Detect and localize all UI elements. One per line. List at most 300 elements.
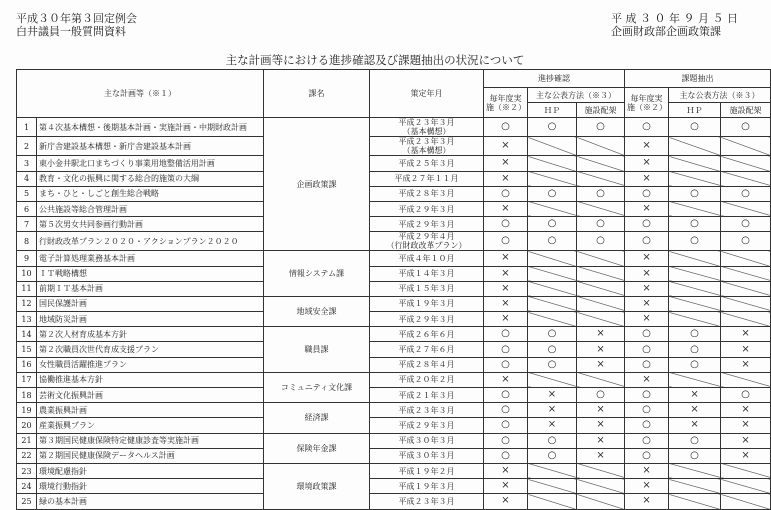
- issues-facility-cell: [721, 201, 771, 216]
- table-row: [17, 137, 771, 156]
- year-header: 策定年月: [370, 70, 484, 118]
- progress-annual-cell: ×: [484, 251, 528, 266]
- issues-hp-cell: ○: [669, 186, 721, 201]
- adoption-date-main: 平成２９年３月: [398, 420, 455, 430]
- plan-name: 協働推進基本方針: [37, 372, 264, 387]
- progress-facility-cell: [577, 201, 625, 216]
- issues-annual-cell: ○: [625, 418, 669, 433]
- row-number: 22: [17, 448, 37, 463]
- adoption-date-main: 平成１９年３月: [398, 299, 455, 309]
- table-row: [17, 418, 771, 433]
- progress-facility-cell: ×: [577, 342, 625, 357]
- issues-facility-cell: ×: [721, 433, 771, 448]
- issues-facility-cell: ○: [721, 232, 771, 251]
- progress-annual-cell: ○: [484, 388, 528, 403]
- table-row: [17, 156, 771, 171]
- issues-hp-cell: ×: [669, 388, 721, 403]
- issues-facility-cell: [721, 463, 771, 478]
- table-row: [17, 118, 771, 137]
- progress-facility-cell: [577, 372, 625, 387]
- adoption-date-main: 平成１５年３月: [398, 284, 455, 294]
- progress-annual-cell: ×: [484, 296, 528, 311]
- issues-facility-cell: ×: [721, 342, 771, 357]
- row-number: 23: [17, 463, 37, 478]
- issues-facility-cell: [721, 171, 771, 186]
- adoption-date: [370, 171, 484, 186]
- progress-annual-cell: ×: [484, 312, 528, 327]
- issues-hp-cell: ○: [669, 217, 721, 232]
- plan-name: 前期ＩＴ基本計画: [37, 281, 264, 296]
- progress-facility-cell: ○: [577, 232, 625, 251]
- adoption-date-main: 平成３０年３月: [398, 451, 455, 461]
- adoption-date: [370, 201, 484, 216]
- issues-hp-cell: ×: [669, 403, 721, 418]
- issues-hp-cell: ○: [669, 342, 721, 357]
- adoption-date-note: （基本構想）: [402, 127, 451, 137]
- progress-hp-cell: [528, 296, 577, 311]
- issues-hp-cell: [669, 201, 721, 216]
- progress-hp-cell: [528, 281, 577, 296]
- table-row: [17, 171, 771, 186]
- issues-hp-cell: [669, 372, 721, 387]
- progress-facility-cell: ×: [577, 357, 625, 372]
- issues-annual-cell: ×: [625, 296, 669, 311]
- issues-facility-cell: ○: [721, 186, 771, 201]
- table-row: [17, 357, 771, 372]
- plan-name: 環境行動指針: [37, 479, 264, 494]
- progress-facility-cell: [577, 281, 625, 296]
- plan-name: 女性職員活躍推進プラン: [37, 357, 264, 372]
- adoption-date-main: 平成１９年３月: [398, 481, 455, 491]
- material-label: 白井議員一般質問資料: [16, 25, 126, 38]
- plan-name: 農業振興計画: [37, 403, 264, 418]
- row-number: 4: [17, 171, 37, 186]
- progress-hp-cell: [528, 201, 577, 216]
- adoption-date: [370, 357, 484, 372]
- issues-hp-cell: [669, 137, 721, 156]
- row-number: 15: [17, 342, 37, 357]
- progress-hp-cell: [528, 266, 577, 281]
- progress-facility-cell: [577, 463, 625, 478]
- progress-header: 進捗確認: [484, 70, 625, 88]
- adoption-date: [370, 266, 484, 281]
- progress-annual-cell: ×: [484, 494, 528, 509]
- plan-name: 産業振興プラン: [37, 418, 264, 433]
- progress-facility-cell: [577, 296, 625, 311]
- row-number: 11: [17, 281, 37, 296]
- table-row: [17, 266, 771, 281]
- progress-annual-cell: ×: [484, 201, 528, 216]
- department-cell: 地域安全課: [264, 296, 370, 326]
- progress-annual-cell: ○: [484, 118, 528, 137]
- adoption-date-main: 平成２３年３月: [398, 405, 455, 415]
- adoption-date: [370, 217, 484, 232]
- progress-method-header: 主な公表方法（※３）: [528, 88, 625, 103]
- issues-hp-cell: [669, 296, 721, 311]
- issues-hp-cell: [669, 251, 721, 266]
- department-cell: 環境政策課: [264, 463, 370, 509]
- adoption-date-main: 平成２３年３月: [398, 496, 455, 506]
- plan-name: 第２期国民健康保険データヘルス計画: [37, 448, 264, 463]
- issues-hp-cell: [669, 171, 721, 186]
- progress-facility-cell: [577, 312, 625, 327]
- progress-hp-cell: [528, 494, 577, 509]
- issues-facility-cell: [721, 137, 771, 156]
- progress-hp-cell: ○: [528, 433, 577, 448]
- issues-annual-cell: ×: [625, 156, 669, 171]
- row-number: 12: [17, 296, 37, 311]
- issues-facility-cell: ×: [721, 357, 771, 372]
- issues-hp-cell: ○: [669, 357, 721, 372]
- issues-annual-cell: ×: [625, 312, 669, 327]
- issues-annual-cell: ×: [625, 251, 669, 266]
- progress-annual-cell: ×: [484, 171, 528, 186]
- row-number: 21: [17, 433, 37, 448]
- table-row: [17, 494, 771, 509]
- issues-annual-cell: ×: [625, 137, 669, 156]
- plan-name: 電子計算処理業務基本計画: [37, 251, 264, 266]
- issues-hp-header: ＨＰ: [669, 103, 721, 118]
- row-number: 3: [17, 156, 37, 171]
- plan-name: 地域防災計画: [37, 312, 264, 327]
- table-row: [17, 403, 771, 418]
- row-number: 17: [17, 372, 37, 387]
- issues-facility-cell: ○: [721, 217, 771, 232]
- adoption-date: [370, 327, 484, 342]
- issues-hp-cell: ○: [669, 118, 721, 137]
- row-number: 24: [17, 479, 37, 494]
- progress-facility-cell: [577, 137, 625, 156]
- issues-facility-cell: ○: [721, 118, 771, 137]
- progress-hp-cell: ○: [528, 232, 577, 251]
- adoption-date: [370, 433, 484, 448]
- plan-name: 第５次男女共同参画行動計画: [37, 217, 264, 232]
- table-row: [17, 281, 771, 296]
- progress-facility-cell: ○: [577, 118, 625, 137]
- date-label: 平 成 ３ ０ 年 ９ 月 ５ 日: [611, 12, 738, 25]
- adoption-date-main: 平成１４年３月: [398, 269, 455, 279]
- progress-facility-cell: [577, 479, 625, 494]
- progress-hp-cell: ○: [528, 118, 577, 137]
- issues-annual-cell: ×: [625, 171, 669, 186]
- progress-hp-cell: ○: [528, 327, 577, 342]
- issues-facility-cell: [721, 494, 771, 509]
- row-number: 1: [17, 118, 37, 137]
- progress-annual-cell: ○: [484, 433, 528, 448]
- progress-facility-cell: ×: [577, 418, 625, 433]
- issues-facility-cell: [721, 312, 771, 327]
- adoption-date-main: 平成４年１０月: [398, 253, 455, 263]
- issues-annual-cell: ×: [625, 494, 669, 509]
- progress-facility-cell: [577, 171, 625, 186]
- issues-annual-cell: ○: [625, 217, 669, 232]
- plan-name: 第２次人材育成基本方針: [37, 327, 264, 342]
- progress-hp-cell: [528, 171, 577, 186]
- plan-name: 第２次職員次世代育成支援プラン: [37, 342, 264, 357]
- progress-annual-cell: ×: [484, 156, 528, 171]
- issues-facility-cell: [721, 479, 771, 494]
- table-row: [17, 312, 771, 327]
- row-number: 20: [17, 418, 37, 433]
- issues-hp-cell: [669, 156, 721, 171]
- adoption-date: [370, 251, 484, 266]
- issues-hp-cell: [669, 281, 721, 296]
- header-right: [611, 12, 738, 38]
- table-row: [17, 479, 771, 494]
- issues-facility-header: 施設配架: [721, 103, 771, 118]
- progress-annual-cell: ×: [484, 463, 528, 478]
- adoption-date: [370, 418, 484, 433]
- plan-name: 公共施設等総合管理計画: [37, 201, 264, 216]
- progress-annual-cell: ○: [484, 418, 528, 433]
- plan-name: ＩＴ戦略構想: [37, 266, 264, 281]
- progress-annual-cell: ○: [484, 186, 528, 201]
- table-row: [17, 186, 771, 201]
- issues-facility-cell: ○: [721, 388, 771, 403]
- progress-hp-cell: [528, 156, 577, 171]
- issues-annual-cell: ○: [625, 342, 669, 357]
- row-number: 16: [17, 357, 37, 372]
- issues-annual-cell: ×: [625, 266, 669, 281]
- progress-hp-cell: [528, 312, 577, 327]
- issues-annual-cell: ○: [625, 232, 669, 251]
- issues-facility-cell: [721, 266, 771, 281]
- plans-table: [16, 69, 771, 510]
- progress-facility-cell: ×: [577, 433, 625, 448]
- issues-annual-cell: ○: [625, 118, 669, 137]
- row-number: 19: [17, 403, 37, 418]
- plan-name: まち・ひと・しごと創生総合戦略: [37, 186, 264, 201]
- adoption-date: [370, 463, 484, 478]
- progress-hp-cell: [528, 479, 577, 494]
- issues-annual-cell: ○: [625, 448, 669, 463]
- progress-facility-cell: ○: [577, 186, 625, 201]
- adoption-date-main: 平成１９年２月: [398, 466, 455, 476]
- progress-facility-cell: [577, 266, 625, 281]
- issues-hp-cell: [669, 494, 721, 509]
- plan-name: 第３期国民健康保険特定健康診査等実施計画: [37, 433, 264, 448]
- adoption-date-main: 平成２９年４月: [398, 232, 455, 242]
- department-cell: 職員課: [264, 327, 370, 373]
- row-number: 5: [17, 186, 37, 201]
- adoption-date-main: 平成２７年１１月: [394, 174, 459, 184]
- issues-annual-cell: ○: [625, 186, 669, 201]
- adoption-date: [370, 312, 484, 327]
- progress-hp-cell: [528, 251, 577, 266]
- table-row: [17, 433, 771, 448]
- table-row: [17, 201, 771, 216]
- issues-facility-cell: [721, 156, 771, 171]
- table-row: [17, 232, 771, 251]
- issues-annual-cell: ×: [625, 479, 669, 494]
- progress-annual-cell: ○: [484, 448, 528, 463]
- plan-name: 第４次基本構想・後期基本計画・実施計画・中期財政計画: [37, 118, 264, 137]
- adoption-date-main: 平成２８年４月: [398, 360, 455, 370]
- progress-annual-cell: ×: [484, 137, 528, 156]
- progress-annual-cell: ×: [484, 479, 528, 494]
- progress-facility-header: 施設配架: [577, 103, 625, 118]
- adoption-date-note: （行財政改革プラン）: [386, 241, 467, 251]
- row-number: 25: [17, 494, 37, 509]
- progress-annual-cell: ×: [484, 372, 528, 387]
- progress-hp-header: ＨＰ: [528, 103, 577, 118]
- progress-annual-cell: ○: [484, 342, 528, 357]
- adoption-date: [370, 403, 484, 418]
- issues-facility-cell: ×: [721, 448, 771, 463]
- table-row: [17, 296, 771, 311]
- issues-facility-cell: ×: [721, 418, 771, 433]
- department-cell: 経済課: [264, 403, 370, 433]
- issues-facility-cell: ×: [721, 403, 771, 418]
- table-row: [17, 342, 771, 357]
- issues-hp-cell: ×: [669, 418, 721, 433]
- issues-header: 課題抽出: [625, 70, 771, 88]
- issues-method-header: 主な公表方法（※３）: [669, 88, 771, 103]
- table-row: [17, 448, 771, 463]
- department-label: 企画財政部企画政策課: [611, 25, 722, 38]
- plan-name: 環境配慮指針: [37, 463, 264, 478]
- issues-facility-cell: [721, 251, 771, 266]
- adoption-date: [370, 479, 484, 494]
- progress-annual-header: 毎年度実施（※２）: [484, 88, 528, 118]
- progress-facility-cell: ×: [577, 448, 625, 463]
- adoption-date-main: 平成３０年３月: [398, 436, 455, 446]
- adoption-date: [370, 296, 484, 311]
- adoption-date: [370, 388, 484, 403]
- adoption-date-main: 平成２３年３月: [398, 137, 455, 147]
- plan-name: 行財政改革プラン２０２０・アクションプラン２０２０: [37, 232, 264, 251]
- adoption-date-main: 平成２９年３月: [398, 219, 455, 229]
- adoption-date-main: 平成２９年３月: [398, 204, 455, 214]
- plan-name: 東小金井駅北口まちづくり事業用地整備活用計画: [37, 156, 264, 171]
- department-cell: 保険年金課: [264, 433, 370, 463]
- adoption-date-main: 平成２０年２月: [398, 375, 455, 385]
- session-label: 平成３０年第３回定例会: [16, 12, 137, 25]
- adoption-date-main: 平成２７年６月: [398, 345, 455, 355]
- adoption-date: [370, 137, 484, 156]
- adoption-date: [370, 186, 484, 201]
- row-number: 13: [17, 312, 37, 327]
- progress-hp-cell: ○: [528, 448, 577, 463]
- department-cell: 企画政策課: [264, 118, 370, 251]
- issues-annual-cell: ×: [625, 281, 669, 296]
- progress-annual-cell: ○: [484, 217, 528, 232]
- row-number: 9: [17, 251, 37, 266]
- progress-annual-cell: ○: [484, 403, 528, 418]
- plan-name: 教育・文化の振興に関する総合的施策の大綱: [37, 171, 264, 186]
- adoption-date: [370, 232, 484, 251]
- issues-hp-cell: [669, 312, 721, 327]
- adoption-date: [370, 448, 484, 463]
- progress-hp-cell: [528, 137, 577, 156]
- progress-annual-cell: ○: [484, 357, 528, 372]
- progress-annual-cell: ○: [484, 232, 528, 251]
- progress-facility-cell: ○: [577, 217, 625, 232]
- plan-header: 主な計画等（※１）: [17, 70, 264, 118]
- issues-annual-cell: ○: [625, 388, 669, 403]
- row-number: 18: [17, 388, 37, 403]
- department-cell: コミュニティ文化課: [264, 372, 370, 402]
- page-title: 主な計画等における進捗確認及び課題抽出の状況について: [225, 53, 525, 67]
- issues-annual-header: 毎年度実施（※２）: [625, 88, 669, 118]
- table-row: [17, 251, 771, 266]
- progress-hp-cell: ×: [528, 418, 577, 433]
- progress-hp-cell: [528, 372, 577, 387]
- plan-name: 緑の基本計画: [37, 494, 264, 509]
- adoption-date: [370, 156, 484, 171]
- issues-annual-cell: ×: [625, 201, 669, 216]
- issues-annual-cell: ×: [625, 372, 669, 387]
- issues-facility-cell: ×: [721, 327, 771, 342]
- plan-name: 国民保護計画: [37, 296, 264, 311]
- adoption-date-note: （基本構想）: [402, 146, 451, 156]
- issues-facility-cell: [721, 372, 771, 387]
- department-cell: 情報システム課: [264, 251, 370, 297]
- progress-hp-cell: ○: [528, 186, 577, 201]
- adoption-date-main: 平成２５年３月: [398, 158, 455, 168]
- progress-hp-cell: ○: [528, 357, 577, 372]
- table-row: [17, 463, 771, 478]
- issues-hp-cell: [669, 266, 721, 281]
- row-number: 2: [17, 137, 37, 156]
- progress-facility-cell: ×: [577, 327, 625, 342]
- issues-hp-cell: [669, 463, 721, 478]
- progress-hp-cell: ○: [528, 217, 577, 232]
- issues-hp-cell: ○: [669, 327, 721, 342]
- adoption-date-main: 平成２３年３月: [398, 118, 455, 128]
- row-number: 6: [17, 201, 37, 216]
- issues-facility-cell: [721, 281, 771, 296]
- table-row: [17, 372, 771, 387]
- issues-annual-cell: ○: [625, 433, 669, 448]
- adoption-date: [370, 281, 484, 296]
- issues-annual-cell: ○: [625, 357, 669, 372]
- issues-facility-cell: [721, 296, 771, 311]
- dept-header: 課名: [264, 70, 370, 118]
- issues-annual-cell: ○: [625, 327, 669, 342]
- adoption-date: [370, 342, 484, 357]
- progress-hp-cell: ×: [528, 388, 577, 403]
- row-number: 8: [17, 232, 37, 251]
- row-number: 10: [17, 266, 37, 281]
- table-row: [17, 217, 771, 232]
- table-row: [17, 327, 771, 342]
- progress-annual-cell: ○: [484, 327, 528, 342]
- adoption-date: [370, 118, 484, 137]
- adoption-date: [370, 494, 484, 509]
- progress-facility-cell: ×: [577, 403, 625, 418]
- adoption-date-main: 平成２１年３月: [398, 390, 455, 400]
- progress-facility-cell: [577, 251, 625, 266]
- progress-annual-cell: ×: [484, 281, 528, 296]
- issues-hp-cell: ○: [669, 232, 721, 251]
- progress-annual-cell: ×: [484, 266, 528, 281]
- plan-name: 芸術文化振興計画: [37, 388, 264, 403]
- issues-hp-cell: [669, 479, 721, 494]
- adoption-date: [370, 372, 484, 387]
- adoption-date-main: 平成２９年３月: [398, 314, 455, 324]
- row-number: 14: [17, 327, 37, 342]
- adoption-date-main: 平成２８年３月: [398, 189, 455, 199]
- issues-hp-cell: ○: [669, 433, 721, 448]
- table-row: [17, 388, 771, 403]
- progress-facility-cell: ○: [577, 388, 625, 403]
- plan-name: 新庁舎建設基本構想・新庁舎建設基本計画: [37, 137, 264, 156]
- progress-hp-cell: ○: [528, 342, 577, 357]
- progress-hp-cell: [528, 463, 577, 478]
- header-left: [16, 12, 137, 38]
- progress-facility-cell: [577, 156, 625, 171]
